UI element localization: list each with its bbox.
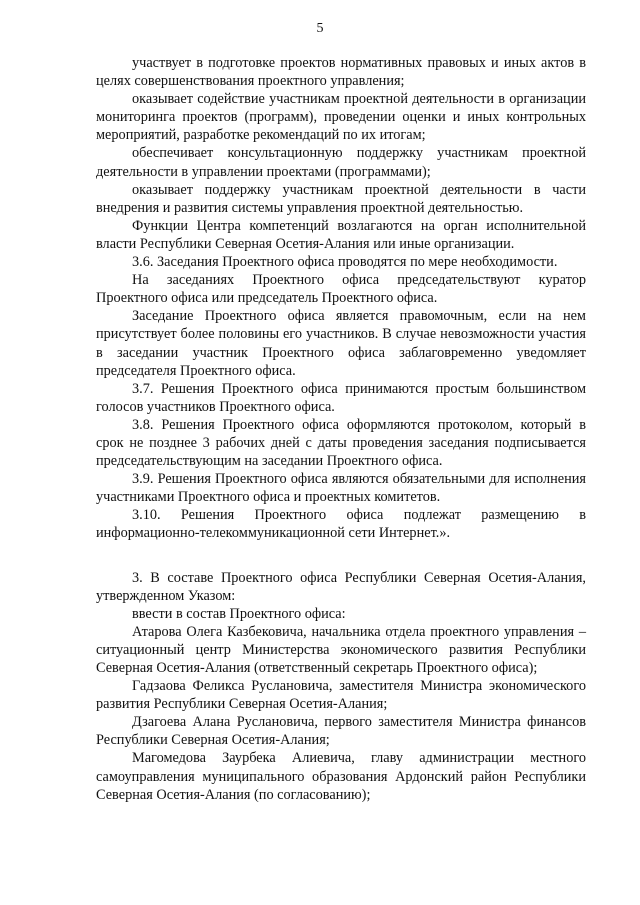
paragraph: Заседание Проектного офиса является правомочным, если на нем присутствует более половины его участников. В случае невозможности участия в заседании участник Проектного офиса заблаговременно уведомляет председателя Проектного офиса.: [96, 308, 586, 379]
paragraph: Гадзаова Феликса Руслановича, заместителя Министра экономического развития Республики Северная Осетия-Алания;: [96, 678, 586, 713]
paragraph: Магомедова Заурбека Алиевича, главу администрации местного самоуправления муниципального образования Ардонский район Республики Северная Осетия-Алания (по согласованию);: [96, 750, 586, 803]
paragraph: Функции Центра компетенций возлагаются на орган исполнительной власти Республики Северная Осетия-Алания или иные организации.: [96, 217, 586, 252]
paragraph: Дзагоева Алана Руслановича, первого заместителя Министра финансов Республики Северная Осетия-Алания;: [96, 714, 586, 749]
paragraph: ввести в состав Проектного офиса:: [132, 605, 346, 622]
paragraph: 3.9. Решения Проектного офиса являются обязательными для исполнения участниками Проектного офиса и проектных комитетов.: [96, 471, 586, 506]
paragraph: 3.7. Решения Проектного офиса принимаются простым большинством голосов участников Проектного офиса.: [96, 380, 586, 415]
paragraph: 3.6. Заседания Проектного офиса проводятся по мере необходимости.: [132, 254, 558, 271]
paragraph: оказывает содействие участникам проектной деятельности в организации мониторинга проектов (программ), проведении оценки и иных контрольных мероприятий, разработке рекомендаций по их итогам;: [96, 91, 586, 144]
document-body: [96, 54, 586, 804]
paragraph: обеспечивает консультационную поддержку участникам проектной деятельности в управлении проектами (программами);: [96, 145, 586, 180]
paragraph: На заседаниях Проектного офиса председательствуют куратор Проектного офиса или председатель Проектного офиса.: [96, 272, 586, 307]
paragraph: 3.8. Решения Проектного офиса оформляются протоколом, который в срок не позднее 3 рабочих дней с даты проведения заседания подписывается председательствующим на заседании Проектного офиса.: [96, 416, 586, 470]
paragraph: 3. В составе Проектного офиса Республики Северная Осетия-Алания, утвержденном Указом:: [96, 569, 586, 604]
paragraph: участвует в подготовке проектов нормативных правовых и иных актов в целях совершенствования проектного управления;: [96, 55, 586, 90]
page-number: 5: [316, 21, 324, 36]
paragraph: оказывает поддержку участникам проектной деятельности в части внедрения и развития системы управления проектной деятельностью.: [96, 181, 586, 216]
paragraph: 3.10. Решения Проектного офиса подлежат размещению в информационно-телекоммуникационной сети Интернет.».: [96, 507, 586, 542]
paragraph: Атарова Олега Казбековича, начальника отдела проектного управления – ситуационный центр Министерства экономического развития Республики Северная Осетия-Алания (ответственный секретарь Проектного офиса);: [96, 623, 586, 676]
